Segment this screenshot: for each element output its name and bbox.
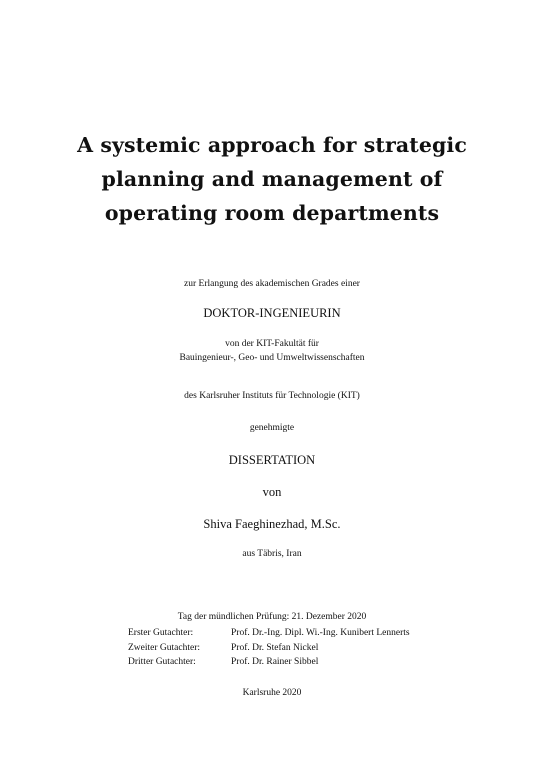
title-line-3: operating room departments xyxy=(104,201,440,225)
author-name: Shiva Faeghinezhad, M.Sc. xyxy=(203,517,341,531)
referee-name: Prof. Dr.-Ing. Dipl. Wi.-Ing. Kunibert Lennerts xyxy=(231,628,410,638)
institute-text: des Karlsruher Instituts für Technologie (KIT) xyxy=(184,391,360,401)
referee-role: Zweiter Gutachter: xyxy=(128,642,201,653)
referee-role: Erster Gutachter: xyxy=(128,628,194,638)
referee-name: Prof. Dr. Stefan Nickel xyxy=(231,642,319,653)
purpose-text: zur Erlangung des akademischen Grades einer xyxy=(184,279,360,289)
referee-role: Dritter Gutachter: xyxy=(128,657,196,667)
referee-list xyxy=(128,626,410,670)
referee-name: Prof. Dr. Rainer Sibbel xyxy=(231,657,319,667)
faculty-line-2: Bauingenieur-, Geo- und Umweltwissenschaften xyxy=(179,353,365,363)
document-type: DISSERTATION xyxy=(228,453,316,467)
title-line-1: A systemic approach for strategic xyxy=(77,133,467,157)
faculty-line-1: von der KIT-Fakultät für xyxy=(225,339,319,349)
degree-text: DOKTOR-INGENIEURIN xyxy=(203,306,341,320)
exam-date: Tag der mündlichen Prüfung: 21. Dezember 2020 xyxy=(177,612,367,622)
by-text: von xyxy=(262,485,282,499)
referee-row xyxy=(128,626,410,641)
author-origin: aus Täbris, Iran xyxy=(242,549,302,559)
title-line-2: planning and management of xyxy=(101,167,443,191)
referee-row xyxy=(128,655,410,670)
approved-text: genehmigte xyxy=(249,423,295,433)
referee-row xyxy=(128,641,410,656)
place-year: Karlsruhe 2020 xyxy=(242,688,302,698)
